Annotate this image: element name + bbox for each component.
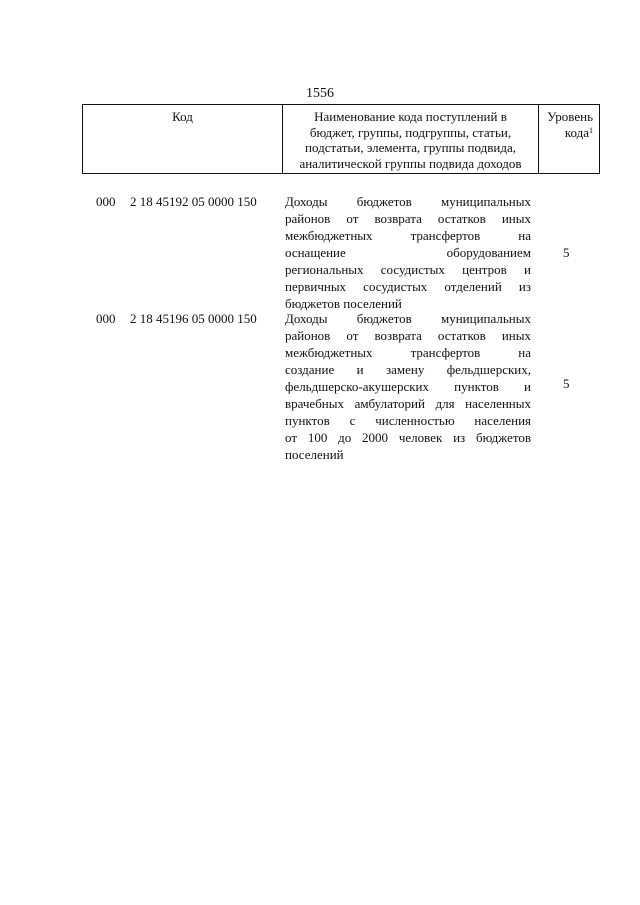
- description-line: районов от возврата остатков иных: [285, 211, 531, 226]
- row-level: 5: [563, 376, 570, 391]
- row-description: [285, 310, 531, 463]
- row-code: 2 18 45196 05 0000 150: [130, 311, 257, 326]
- row-level: 5: [563, 245, 570, 260]
- description-line: Доходы бюджетов муниципальных: [285, 311, 531, 326]
- header-level-column: [539, 105, 599, 173]
- description-line: оснащение оборудованием: [285, 245, 531, 260]
- description-line: пунктов с численностью населения: [285, 413, 531, 428]
- header-name-line: Наименование кода поступлений в: [314, 109, 507, 124]
- header-code-column: [83, 105, 283, 173]
- description-line: врачебных амбулаторий для населенных: [285, 396, 531, 411]
- description-line: региональных сосудистых центров и: [285, 262, 531, 277]
- row-code: 2 18 45192 05 0000 150: [130, 194, 257, 209]
- row-prefix: 000: [96, 311, 116, 326]
- header-name-line: бюджет, группы, подгруппы, статьи,: [309, 124, 512, 140]
- header-level-label-2: [539, 125, 593, 141]
- description-line: поселений: [285, 447, 344, 462]
- description-line: создание и замену фельдшерских,: [285, 362, 531, 377]
- header-name-line: аналитической группы подвида доходов: [299, 155, 522, 171]
- footnote-marker: 1: [589, 125, 593, 135]
- description-line: районов от возврата остатков иных: [285, 328, 531, 343]
- header-level-code-word: кода: [564, 124, 589, 140]
- row-prefix: 000: [96, 194, 116, 209]
- description-line: Доходы бюджетов муниципальных: [285, 194, 531, 209]
- row-description: [285, 193, 531, 312]
- table-header: [82, 104, 600, 174]
- description-line: бюджетов поселений: [285, 296, 402, 311]
- header-code-label: Код: [172, 109, 193, 124]
- header-name-line: подстатьи, элемента, группы подвида,: [305, 140, 516, 155]
- description-line: межбюджетных трансфертов на: [285, 345, 531, 360]
- page-number: 1556: [306, 86, 334, 101]
- description-line: фельдшерско-акушерских пунктов и: [285, 379, 531, 394]
- description-line: межбюджетных трансфертов на: [285, 228, 531, 243]
- header-level-label: Уровень: [547, 109, 593, 124]
- description-line: первичных сосудистых отделений из: [285, 279, 531, 294]
- header-name-column: [283, 105, 539, 173]
- description-line: от 100 до 2000 человек из бюджетов: [285, 430, 531, 445]
